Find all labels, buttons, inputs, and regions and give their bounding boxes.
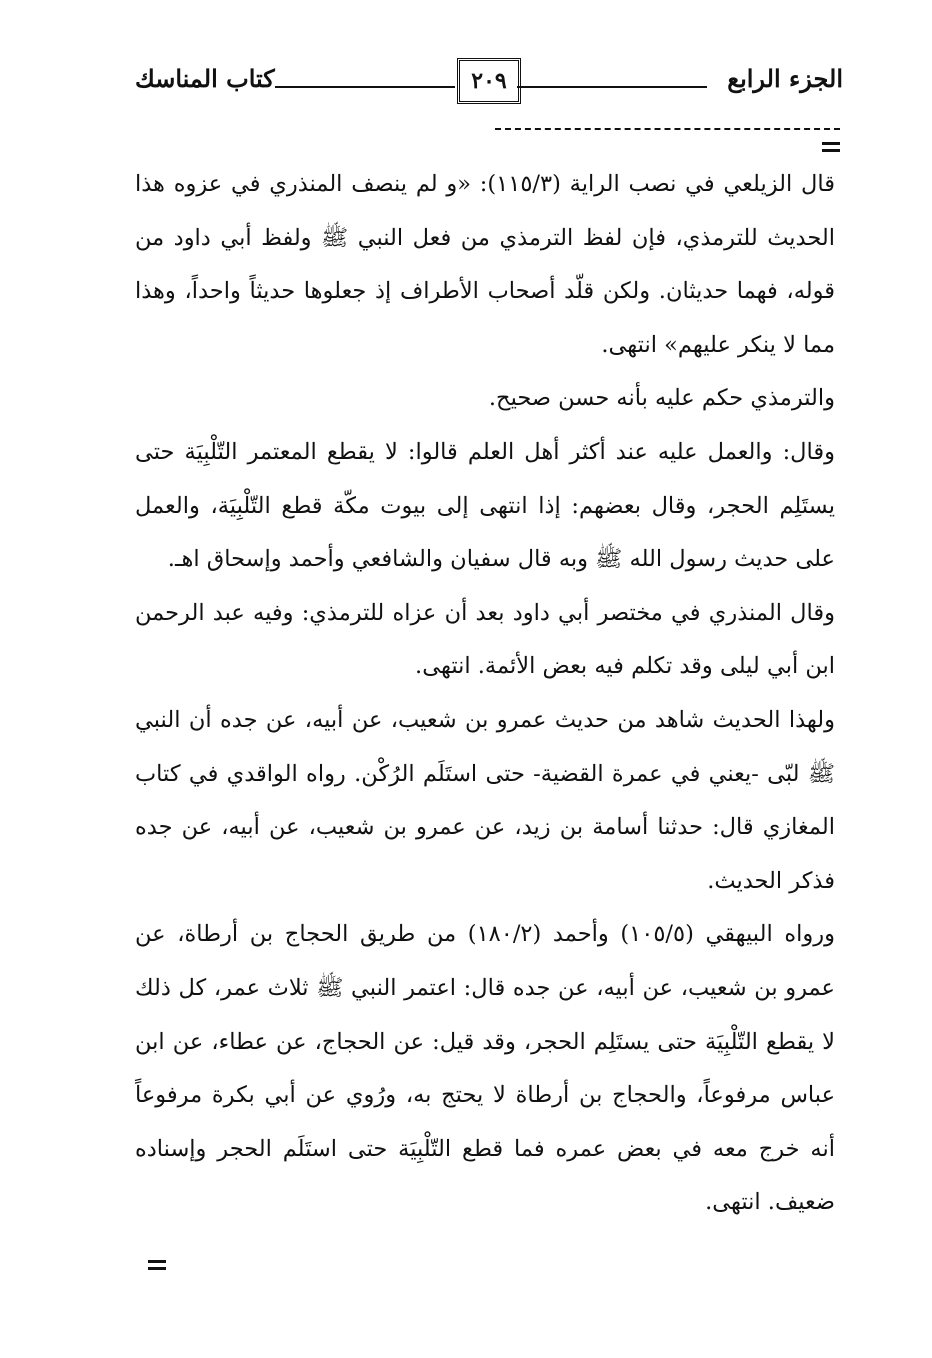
paragraph: ولهذا الحديث شاهد من حديث عمرو بن شعيب، عن أبيه، عن جده أن النبي ﷺ لبّى -يعني في عمرة القضية- حتى استَلَم الرُكْن. رواه الواقدي في كتاب المغازي قال: حدثنا أسامة بن زيد، عن عمرو بن شعيب، عن أبيه، عن جده فذكر الحديث. bbox=[135, 706, 835, 894]
header-rule-left bbox=[275, 86, 455, 88]
paragraph: قال الزيلعي في نصب الراية (١١٥/٣): «و لم ينصف المنذري في عزوه هذا الحديث للترمذي، فإن لفظ الترمذي من فعل النبي ﷺ ولفظ أبي داود من قوله، فهما حديثان. ولكن قلّد أصحاب الأطراف إذ جعلوها حديثاً واحداً، وهذا مما لا ينكر عليهم» انتهى. bbox=[135, 171, 835, 358]
dashed-divider bbox=[495, 128, 840, 130]
book-title: كتاب المناسك bbox=[135, 64, 275, 93]
volume-title: الجزء الرابع bbox=[727, 64, 843, 93]
page-header bbox=[135, 58, 843, 108]
header-rule-right bbox=[517, 86, 707, 88]
paragraph: وقال: والعمل عليه عند أكثر أهل العلم قالوا: لا يقطع المعتمر التّلْبِيَة حتى يستَلِم الحجر، وقال بعضهم: إذا انتهى إلى بيوت مكّة قطع التّلْبِيَة، والعمل على حديث رسول الله ﷺ وبه قال سفيان والشافعي وأحمد وإسحاق اهـ. bbox=[135, 438, 835, 573]
paragraph: وقال المنذري في مختصر أبي داود بعد أن عزاه للترمذي: وفيه عبد الرحمن ابن أبي ليلى وقد تكلم فيه بعض الأئمة. انتهى. bbox=[135, 599, 835, 680]
continuation-mark-top bbox=[822, 142, 840, 152]
page-body bbox=[135, 158, 835, 1230]
paragraph: ورواه البيهقي (١٠٥/٥) وأحمد (١٨٠/٢) من طريق الحجاج بن أرطاة، عن عمرو بن شعيب، عن أبيه، عن جده قال: اعتمر النبي ﷺ ثلاث عمر، كل ذلك لا يقطع التّلْبِيَة حتى يستَلِم الحجر، وقد قيل: عن الحجاج، عن عطاء، عن ابن عباس مرفوعاً، والحجاج بن أرطاة لا يحتج به، ورُوي عن أبي بكرة مرفوعاً أنه خرج معه في بعض عمره فما قطع التّلْبِيَة حتى استَلَم الحجر وإسناده ضعيف. انتهى. bbox=[135, 921, 835, 1216]
continuation-mark-bottom bbox=[148, 1260, 166, 1270]
page-number-box bbox=[457, 58, 521, 104]
paragraph: والترمذي حكم عليه بأنه حسن صحيح. bbox=[488, 385, 835, 412]
page-number: ٢٠٩ bbox=[471, 68, 507, 94]
